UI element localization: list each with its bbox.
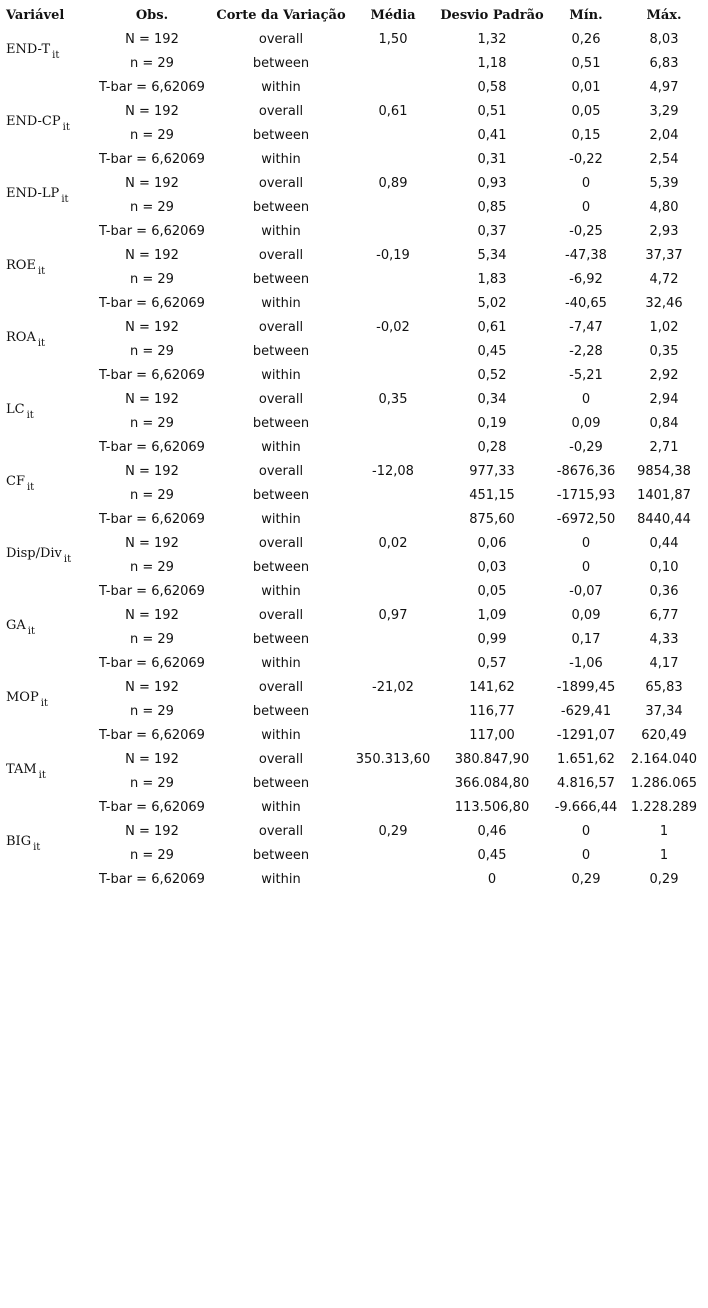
min-cell: -1715,93: [556, 488, 616, 503]
obs-cell: n = 29: [130, 704, 174, 719]
corte-cell: within: [261, 512, 301, 527]
header-corte-da-variacao: Corte da Variação: [216, 8, 346, 23]
max-cell: 2,04: [649, 128, 679, 143]
table-row: [0, 580, 708, 604]
media-cell: -0,02: [376, 320, 410, 335]
variable-label: [6, 254, 45, 278]
corte-cell: between: [252, 560, 310, 575]
obs-cell: T-bar = 6,62069: [99, 728, 205, 743]
min-cell: 0,17: [571, 632, 601, 647]
variable-subscript: it: [26, 410, 34, 421]
corte-cell: within: [261, 800, 301, 815]
desvio-cell: 1,83: [477, 272, 507, 287]
max-cell: 0,35: [649, 344, 679, 359]
obs-cell: T-bar = 6,62069: [99, 368, 205, 383]
max-cell: 4,17: [649, 656, 679, 671]
min-cell: -40,65: [565, 296, 607, 311]
table-row: [0, 652, 708, 676]
variable-subscript: it: [52, 50, 60, 61]
obs-cell: T-bar = 6,62069: [99, 440, 205, 455]
obs-cell: N = 192: [125, 248, 179, 263]
variable-name: GA: [6, 618, 26, 633]
corte-cell: between: [252, 704, 310, 719]
desvio-cell: 5,02: [477, 296, 507, 311]
obs-cell: T-bar = 6,62069: [99, 152, 205, 167]
variable-name: MOP: [6, 690, 39, 705]
min-cell: -7,47: [569, 320, 603, 335]
variable-subscript: it: [37, 338, 46, 349]
variable-name: ROE: [6, 258, 36, 273]
variable-name: CF: [6, 474, 25, 489]
min-cell: -1899,45: [556, 680, 616, 695]
media-cell: [346, 652, 440, 676]
obs-cell: n = 29: [130, 56, 174, 71]
obs-cell: n = 29: [130, 560, 174, 575]
min-cell: 0: [581, 848, 591, 863]
max-cell: 2.164.040: [630, 752, 698, 767]
corte-cell: overall: [258, 464, 304, 479]
desvio-cell: 0,45: [477, 848, 507, 863]
max-cell: 1: [659, 848, 669, 863]
corte-cell: between: [252, 416, 310, 431]
desvio-cell: 0,61: [477, 320, 507, 335]
corte-cell: within: [261, 368, 301, 383]
desvio-cell: 5,34: [477, 248, 507, 263]
variable-label: [6, 470, 34, 494]
media-cell: [346, 628, 440, 652]
media-cell: [346, 292, 440, 316]
min-cell: -0,22: [569, 152, 603, 167]
media-cell: 0,29: [378, 824, 408, 839]
min-cell: 0: [581, 824, 591, 839]
table-row: [0, 100, 708, 124]
variable-label: [6, 758, 46, 782]
corte-cell: overall: [258, 824, 304, 839]
max-cell: 9854,38: [637, 464, 691, 479]
desvio-cell: 380.847,90: [454, 752, 530, 767]
obs-cell: n = 29: [130, 776, 174, 791]
max-cell: 1: [659, 824, 669, 839]
corte-cell: between: [252, 344, 310, 359]
desvio-cell: 0,37: [477, 224, 507, 239]
media-cell: [346, 148, 440, 172]
media-cell: -0,19: [376, 248, 410, 263]
obs-cell: N = 192: [125, 32, 179, 47]
media-cell: [346, 364, 440, 388]
header-variavel: Variável: [6, 8, 65, 23]
min-cell: -8676,36: [556, 464, 616, 479]
table-row: [0, 508, 708, 532]
variable-subscript: it: [63, 554, 72, 565]
desvio-cell: 0,99: [477, 632, 507, 647]
min-cell: -0,29: [569, 440, 603, 455]
corte-cell: within: [261, 584, 301, 599]
variable-label: [6, 182, 69, 206]
variable-name: Disp/Div: [6, 546, 62, 561]
corte-cell: between: [252, 56, 310, 71]
media-cell: -21,02: [372, 680, 414, 695]
desvio-cell: 117,00: [469, 728, 515, 743]
variable-subscript: it: [26, 482, 35, 493]
obs-cell: N = 192: [125, 824, 179, 839]
max-cell: 1.228.289: [630, 800, 698, 815]
max-cell: 0,84: [649, 416, 679, 431]
media-cell: [346, 124, 440, 148]
desvio-cell: 451,15: [469, 488, 515, 503]
desvio-cell: 1,18: [477, 56, 507, 71]
min-cell: 0: [581, 200, 591, 215]
media-cell: [346, 724, 440, 748]
max-cell: 65,83: [645, 680, 683, 695]
desvio-cell: 0,85: [477, 200, 507, 215]
variable-subscript: it: [27, 626, 35, 637]
corte-cell: between: [252, 848, 310, 863]
media-cell: -12,08: [372, 464, 414, 479]
table-row: [0, 700, 708, 724]
min-cell: -6972,50: [556, 512, 616, 527]
table-row: [0, 820, 708, 844]
desvio-cell: 1,32: [477, 32, 507, 47]
variable-name: LC: [6, 402, 25, 417]
variable-subscript: it: [62, 122, 70, 133]
variable-subscript: it: [37, 266, 46, 277]
media-cell: [346, 796, 440, 820]
table-row: [0, 724, 708, 748]
obs-cell: N = 192: [125, 392, 179, 407]
min-cell: 0,26: [571, 32, 601, 47]
media-cell: 1,50: [378, 32, 408, 47]
corte-cell: within: [261, 80, 301, 95]
max-cell: 2,93: [649, 224, 679, 239]
variable-label: [6, 542, 71, 566]
corte-cell: between: [252, 488, 310, 503]
min-cell: -629,41: [560, 704, 612, 719]
media-cell: [346, 844, 440, 868]
obs-cell: T-bar = 6,62069: [99, 656, 205, 671]
min-cell: 0: [581, 392, 591, 407]
min-cell: -0,25: [569, 224, 603, 239]
variable-label: [6, 110, 70, 134]
variable-subscript: it: [38, 770, 46, 781]
corte-cell: between: [252, 272, 310, 287]
obs-cell: n = 29: [130, 632, 174, 647]
min-cell: 0: [581, 536, 591, 551]
corte-cell: overall: [258, 392, 304, 407]
min-cell: -9.666,44: [554, 800, 618, 815]
table-row: [0, 244, 708, 268]
table-row: [0, 412, 708, 436]
header-media: Média: [370, 8, 416, 23]
table-row: [0, 268, 708, 292]
table-row: [0, 676, 708, 700]
max-cell: 4,72: [649, 272, 679, 287]
corte-cell: within: [261, 224, 301, 239]
desvio-cell: 0,57: [477, 656, 507, 671]
desvio-cell: 0,06: [477, 536, 507, 551]
max-cell: 8,03: [649, 32, 679, 47]
media-cell: [346, 196, 440, 220]
corte-cell: within: [261, 152, 301, 167]
desvio-cell: 0,52: [477, 368, 507, 383]
obs-cell: T-bar = 6,62069: [99, 80, 205, 95]
obs-cell: n = 29: [130, 128, 174, 143]
table-row: [0, 796, 708, 820]
max-cell: 0,10: [649, 560, 679, 575]
min-cell: 0,09: [571, 608, 601, 623]
media-cell: 0,02: [378, 536, 408, 551]
desvio-cell: 977,33: [469, 464, 515, 479]
table-row: [0, 532, 708, 556]
table-row: [0, 556, 708, 580]
corte-cell: overall: [258, 608, 304, 623]
min-cell: 0,51: [571, 56, 601, 71]
obs-cell: N = 192: [125, 536, 179, 551]
table-row: [0, 124, 708, 148]
variable-label: [6, 38, 59, 62]
obs-cell: T-bar = 6,62069: [99, 584, 205, 599]
table-row: [0, 148, 708, 172]
corte-cell: overall: [258, 680, 304, 695]
media-cell: [346, 412, 440, 436]
media-cell: [346, 580, 440, 604]
media-cell: [346, 76, 440, 100]
corte-cell: between: [252, 776, 310, 791]
obs-cell: T-bar = 6,62069: [99, 512, 205, 527]
media-cell: 0,61: [378, 104, 408, 119]
min-cell: 0,29: [571, 872, 601, 887]
min-cell: 0,09: [571, 416, 601, 431]
min-cell: -1291,07: [556, 728, 616, 743]
max-cell: 2,54: [649, 152, 679, 167]
variable-label: [6, 614, 35, 638]
min-cell: -0,07: [569, 584, 603, 599]
corte-cell: overall: [258, 752, 304, 767]
header-desvio-padrao: Desvio Padrão: [440, 8, 544, 23]
max-cell: 1.286.065: [630, 776, 698, 791]
obs-cell: N = 192: [125, 176, 179, 191]
obs-cell: T-bar = 6,62069: [99, 800, 205, 815]
table-row: [0, 364, 708, 388]
table-row: [0, 868, 708, 892]
obs-cell: n = 29: [130, 848, 174, 863]
table-row: [0, 292, 708, 316]
media-cell: [346, 772, 440, 796]
obs-cell: n = 29: [130, 200, 174, 215]
obs-cell: n = 29: [130, 416, 174, 431]
variable-subscript: it: [33, 842, 41, 853]
min-cell: 0: [581, 560, 591, 575]
header-obs: Obs.: [135, 8, 169, 23]
corte-cell: overall: [258, 536, 304, 551]
max-cell: 3,29: [649, 104, 679, 119]
max-cell: 1401,87: [637, 488, 691, 503]
media-cell: [346, 700, 440, 724]
variable-label: [6, 326, 45, 350]
media-cell: [346, 508, 440, 532]
max-cell: 0,44: [649, 536, 679, 551]
table-row: [0, 436, 708, 460]
corte-cell: between: [252, 200, 310, 215]
desvio-cell: 0,05: [477, 584, 507, 599]
corte-cell: within: [261, 440, 301, 455]
table-row: [0, 748, 708, 772]
min-cell: -5,21: [569, 368, 603, 383]
media-cell: [346, 52, 440, 76]
media-cell: 0,35: [378, 392, 408, 407]
table-row: [0, 196, 708, 220]
obs-cell: N = 192: [125, 464, 179, 479]
table-row: [0, 220, 708, 244]
max-cell: 5,39: [649, 176, 679, 191]
desvio-cell: 0,03: [477, 560, 507, 575]
table-row: [0, 172, 708, 196]
variable-name: TAM: [6, 762, 37, 777]
max-cell: 37,37: [645, 248, 683, 263]
variable-subscript: it: [40, 698, 48, 709]
variable-subscript: it: [61, 194, 69, 205]
media-cell: [346, 340, 440, 364]
max-cell: 6,77: [649, 608, 679, 623]
max-cell: 32,46: [645, 296, 683, 311]
desvio-cell: 0,41: [477, 128, 507, 143]
variable-name: END-T: [6, 42, 51, 57]
min-cell: -2,28: [569, 344, 603, 359]
variable-name: END-LP: [6, 186, 60, 201]
max-cell: 0,36: [649, 584, 679, 599]
obs-cell: T-bar = 6,62069: [99, 872, 205, 887]
desvio-cell: 0,45: [477, 344, 507, 359]
table-row: [0, 28, 708, 52]
max-cell: 2,92: [649, 368, 679, 383]
corte-cell: within: [261, 656, 301, 671]
table-row: [0, 844, 708, 868]
max-cell: 37,34: [645, 704, 683, 719]
corte-cell: within: [261, 872, 301, 887]
desvio-cell: 0,28: [477, 440, 507, 455]
header-max: Máx.: [646, 8, 682, 23]
desvio-cell: 113.506,80: [454, 800, 530, 815]
media-cell: [346, 868, 440, 892]
min-cell: -1,06: [569, 656, 603, 671]
obs-cell: T-bar = 6,62069: [99, 224, 205, 239]
max-cell: 2,71: [649, 440, 679, 455]
corte-cell: between: [252, 128, 310, 143]
obs-cell: N = 192: [125, 680, 179, 695]
desvio-cell: 0,58: [477, 80, 507, 95]
table-row: [0, 484, 708, 508]
media-cell: [346, 556, 440, 580]
desvio-cell: 0: [487, 872, 497, 887]
variable-label: [6, 830, 40, 854]
table-row: [0, 604, 708, 628]
obs-cell: T-bar = 6,62069: [99, 296, 205, 311]
media-cell: [346, 268, 440, 292]
media-cell: [346, 484, 440, 508]
desvio-cell: 116,77: [469, 704, 515, 719]
min-cell: 0: [581, 176, 591, 191]
min-cell: 0,01: [571, 80, 601, 95]
variable-label: [6, 398, 34, 422]
obs-cell: n = 29: [130, 344, 174, 359]
media-cell: 0,89: [378, 176, 408, 191]
table-row: [0, 628, 708, 652]
min-cell: 0,05: [571, 104, 601, 119]
variable-label: [6, 686, 48, 710]
desvio-cell: 0,46: [477, 824, 507, 839]
table-row: [0, 52, 708, 76]
obs-cell: n = 29: [130, 272, 174, 287]
min-cell: -47,38: [565, 248, 607, 263]
max-cell: 1,02: [649, 320, 679, 335]
desvio-cell: 0,19: [477, 416, 507, 431]
desvio-cell: 0,31: [477, 152, 507, 167]
corte-cell: overall: [258, 320, 304, 335]
min-cell: -6,92: [569, 272, 603, 287]
obs-cell: N = 192: [125, 320, 179, 335]
desvio-cell: 0,93: [477, 176, 507, 191]
desvio-cell: 141,62: [469, 680, 515, 695]
max-cell: 8440,44: [637, 512, 691, 527]
table-row: [0, 460, 708, 484]
max-cell: 6,83: [649, 56, 679, 71]
desvio-cell: 875,60: [469, 512, 515, 527]
max-cell: 4,33: [649, 632, 679, 647]
media-cell: 0,97: [378, 608, 408, 623]
table-row: [0, 772, 708, 796]
desvio-cell: 0,51: [477, 104, 507, 119]
corte-cell: overall: [258, 104, 304, 119]
variable-name: BIG: [6, 834, 32, 849]
max-cell: 4,97: [649, 80, 679, 95]
max-cell: 0,29: [649, 872, 679, 887]
media-cell: [346, 436, 440, 460]
corte-cell: overall: [258, 32, 304, 47]
media-cell: 350.313,60: [355, 752, 431, 767]
min-cell: 1.651,62: [557, 752, 615, 767]
desvio-cell: 1,09: [477, 608, 507, 623]
corte-cell: overall: [258, 248, 304, 263]
min-cell: 4.816,57: [557, 776, 615, 791]
table-row: [0, 76, 708, 100]
table-row: [0, 388, 708, 412]
max-cell: 620,49: [641, 728, 687, 743]
header-min: Mín.: [569, 8, 603, 23]
corte-cell: between: [252, 632, 310, 647]
desvio-cell: 0,34: [477, 392, 507, 407]
max-cell: 2,94: [649, 392, 679, 407]
corte-cell: overall: [258, 176, 304, 191]
max-cell: 4,80: [649, 200, 679, 215]
obs-cell: N = 192: [125, 752, 179, 767]
corte-cell: within: [261, 296, 301, 311]
obs-cell: n = 29: [130, 488, 174, 503]
media-cell: [346, 220, 440, 244]
corte-cell: within: [261, 728, 301, 743]
min-cell: 0,15: [571, 128, 601, 143]
table-row: [0, 316, 708, 340]
obs-cell: N = 192: [125, 104, 179, 119]
variable-name: ROA: [6, 330, 36, 345]
variable-name: END-CP: [6, 114, 61, 129]
obs-cell: N = 192: [125, 608, 179, 623]
table-header-row: [0, 4, 708, 28]
table-row: [0, 340, 708, 364]
desvio-cell: 366.084,80: [454, 776, 530, 791]
